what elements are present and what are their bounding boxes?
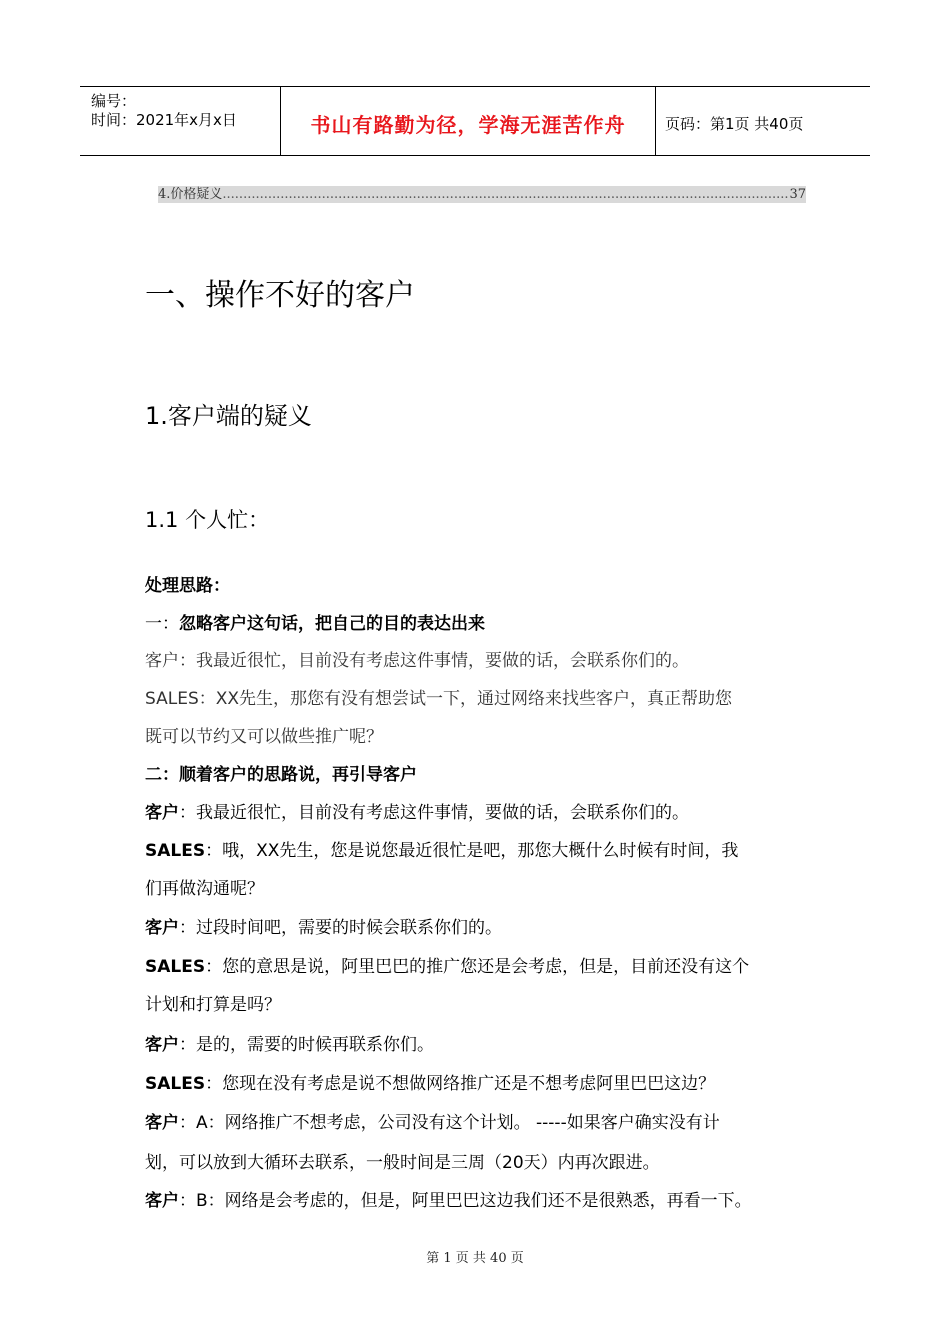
toc-leader-dots (222, 186, 789, 203)
speaker-label: SALES (145, 957, 206, 977)
header-page-cell (655, 87, 870, 155)
toc-entry-page: 37 (789, 187, 806, 202)
strategy-1-text: 忽略客户这句话，把自己的目的表达出来 (179, 614, 485, 634)
heading-level-3: 1.1 个人忙： (145, 508, 270, 532)
strategy-2: 二：顺着客户的思路说，再引导客户 (145, 765, 417, 785)
motto-text: 书山有路勤为径，学海无涯苦作舟 (310, 113, 626, 137)
strategy-1 (145, 609, 485, 634)
speech-text: ：过段时间吧，需要的时候会联系你们的。 (179, 918, 502, 938)
dialogue-line-9: 计划和打算是吗？ (145, 995, 281, 1015)
dialogue-line-4 (145, 798, 689, 823)
dialogue-line-1: 客户：我最近很忙，目前没有考虑这件事情，要做的话，会联系你们的。 (145, 651, 689, 671)
page-header (80, 86, 870, 156)
speech-text: ：是的，需要的时候再联系你们。 (179, 1035, 434, 1055)
speaker-label: 客户 (145, 1191, 179, 1211)
strategy-1-prefix: 一： (145, 614, 179, 634)
heading-level-2: 1.客户端的疑义 (145, 402, 312, 430)
speaker-label: 客户 (145, 1113, 179, 1133)
speaker-label: 客户 (145, 1035, 179, 1055)
toc-entry-title: 4.价格疑义 (158, 187, 223, 202)
speaker-label: 客户 (145, 803, 179, 823)
speaker-label: SALES (145, 841, 206, 861)
dialogue-line-11 (145, 1069, 715, 1094)
dialogue-line-12 (145, 1108, 720, 1133)
page-info: 页码：第1页 共40页 (665, 115, 804, 133)
document-code-label: 编号： (91, 92, 137, 110)
header-meta-cell (80, 87, 280, 155)
speech-text: ：您现在没有考虑是说不想做网络推广还是不想考虑阿里巴巴这边？ (205, 1074, 716, 1094)
dialogue-line-10 (145, 1030, 434, 1055)
dialogue-line-7 (145, 913, 502, 938)
dialogue-line-5 (145, 836, 738, 861)
speech-text: ：哦，XX先生，您是说您最近很忙是吧，那您大概什么时候有时间，我 (205, 841, 739, 861)
heading-level-1: 一、操作不好的客户 (145, 278, 415, 313)
document-time-label: 时间：2021年x月x日 (91, 111, 237, 129)
toc-entry[interactable] (158, 186, 806, 203)
dialogue-line-6: 们再做沟通呢？ (145, 879, 264, 899)
speech-text: ：我最近很忙，目前没有考虑这件事情，要做的话，会联系你们的。 (179, 803, 689, 823)
dialogue-line-13: 划，可以放到大循环去联系，一般时间是三周（20天）内再次跟进。 (145, 1153, 660, 1173)
dialogue-line-3: 既可以节约又可以做些推广呢？ (145, 727, 383, 747)
page-footer: 第 1 页 共 40 页 (426, 1251, 524, 1266)
header-motto-cell (280, 87, 656, 155)
dialogue-line-2: SALES：XX先生，那您有没有想尝试一下，通过网络来找些客户，真正帮助您 (145, 689, 733, 709)
approach-label: 处理思路： (145, 576, 230, 596)
speaker-label: SALES (145, 1074, 206, 1094)
speaker-label: 客户 (145, 918, 179, 938)
speech-text: ：A：网络推广不想考虑，公司没有这个计划。 -----如果客户确实没有计 (179, 1113, 720, 1133)
dialogue-line-8 (145, 952, 749, 977)
speech-text: ：您的意思是说，阿里巴巴的推广您还是会考虑，但是，目前还没有这个 (205, 957, 750, 977)
dialogue-line-14 (145, 1186, 752, 1211)
speech-text: ：B：网络是会考虑的，但是，阿里巴巴这边我们还不是很熟悉，再看一下。 (179, 1191, 752, 1211)
